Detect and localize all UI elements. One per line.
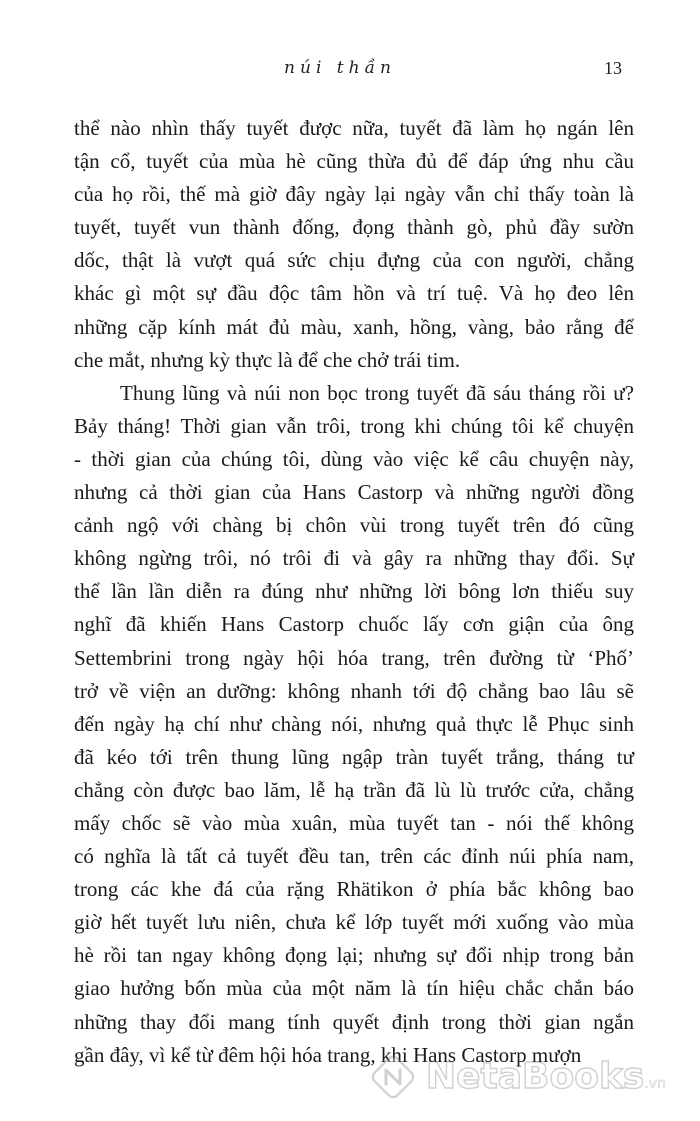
page-number: 13 bbox=[604, 58, 622, 78]
text-line: có nghĩa là tất cả tuyết đều tan, trên các đỉnh núi phía nam, bbox=[74, 844, 634, 869]
running-title: núi thần bbox=[284, 58, 396, 78]
text-line: nhưng cả thời gian của Hans Castorp và những người đồng bbox=[74, 480, 634, 505]
text-line: chẳng còn được bao lăm, lễ hạ trần đã lù lù trước cửa, chẳng bbox=[74, 777, 634, 802]
text-line: giờ hết tuyết lưu niên, chưa kể lớp tuyết mới xuống vào mùa bbox=[74, 910, 634, 935]
watermark-suffix: .vn bbox=[644, 1076, 666, 1092]
text-line: Settembrini trong ngày hội hóa trang, trên đường từ ‘Phố’ bbox=[74, 645, 634, 670]
paragraph bbox=[74, 112, 634, 377]
watermark-brand: NetaBooks bbox=[426, 1056, 645, 1097]
text-line: những thay đổi mang tính quyết định trong thời gian ngắn bbox=[74, 1009, 634, 1034]
text-line: của họ rồi, thế mà giờ đây ngày lại ngày vẫn chỉ thấy toàn là bbox=[74, 182, 634, 207]
watermark-text bbox=[426, 1056, 666, 1097]
text-line: dốc, thật là vượt quá sức chịu đựng của con người, chẳng bbox=[74, 248, 634, 273]
text-line: khác gì một sự đầu độc tâm hồn và trí tuệ. Và họ đeo lên bbox=[74, 281, 634, 306]
text-line: thể nào nhìn thấy tuyết được nữa, tuyết đã làm họ ngán lên bbox=[74, 116, 634, 140]
text-line: trong các khe đá của rặng Rhätikon ở phía bắc không bao bbox=[74, 877, 634, 902]
text-line: tận cổ, tuyết của mùa hè cũng thừa đủ để đáp ứng nhu cầu bbox=[74, 149, 634, 174]
text-line: nghĩ đã khiến Hans Castorp chuốc lấy cơn giận của ông bbox=[74, 612, 634, 637]
text-line: thể lần lần diễn ra đúng như những lời bông lơn thiếu suy bbox=[74, 579, 634, 604]
text-line: những cặp kính mát đủ màu, xanh, hồng, vàng, bảo rằng để bbox=[74, 314, 634, 339]
text-line: Bảy tháng! Thời gian vẫn trôi, trong khi chúng tôi kể chuyện bbox=[74, 413, 634, 438]
text-line: mấy chốc sẽ vào mùa xuân, mùa tuyết tan - nói thế không bbox=[74, 810, 634, 835]
text-line: gần đây, vì kể từ đêm hội hóa trang, khi Hans Castorp mượn bbox=[74, 1042, 582, 1067]
body-text bbox=[74, 112, 634, 1072]
text-line: không ngừng trôi, nó trôi đi và gây ra những thay đổi. Sự bbox=[74, 546, 634, 571]
text-line: cảnh ngộ với chàng bị chôn vùi trong tuyết trên đó cũng bbox=[74, 513, 634, 538]
running-header bbox=[0, 56, 700, 86]
text-line: đã kéo tới trên thung lũng ngập tràn tuyết trắng, tháng tư bbox=[74, 744, 634, 769]
text-line: che mắt, nhưng kỳ thực là để che chở trái tim. bbox=[74, 347, 461, 372]
text-line: đến ngày hạ chí như chàng nói, nhưng quả thực lễ Phục sinh bbox=[74, 711, 634, 736]
text-line: Thung lũng và núi non bọc trong tuyết đã sáu tháng rồi ư? bbox=[120, 380, 634, 405]
text-line: - thời gian của chúng tôi, dùng vào việc kể câu chuyện này, bbox=[74, 446, 634, 471]
text-line: tuyết, tuyết vun thành đống, đọng thành gò, phủ đầy sườn bbox=[74, 215, 634, 240]
text-line: hè rồi tan ngay không đọng lại; nhưng sự đổi nhịp trong bản bbox=[74, 943, 634, 968]
text-line: trở về viện an dưỡng: không nhanh tới độ chẳng bao lâu sẽ bbox=[74, 678, 634, 703]
paragraph bbox=[74, 377, 634, 1072]
text-line: giao hưởng bốn mùa của một năm là tín hiệu chắc chắn báo bbox=[74, 976, 634, 1001]
watermark bbox=[368, 1050, 698, 1110]
netabooks-n-logo-icon bbox=[368, 1052, 418, 1102]
